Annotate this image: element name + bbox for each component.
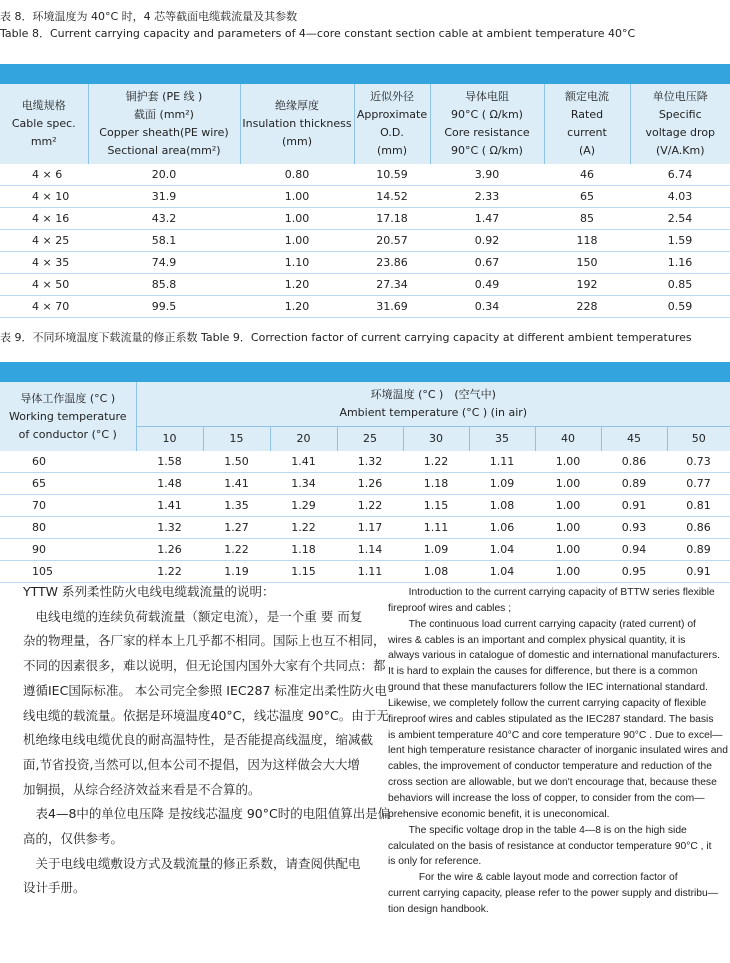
notes-english <box>388 585 728 918</box>
correction-factor-cell: 1.00 <box>535 539 601 561</box>
table8-cell: 1.00 <box>240 208 354 230</box>
header-insulation: 绝缘厚度 Insulation thickness (mm) <box>240 84 354 164</box>
correction-factor-cell: 1.27 <box>203 517 270 539</box>
cable-spec-cell: 4 × 16 <box>0 208 88 230</box>
table8-cell: 74.9 <box>88 252 240 274</box>
correction-factor-cell: 1.00 <box>535 495 601 517</box>
ambient-temp-header: 10 <box>136 427 203 452</box>
ambient-temp-header: 35 <box>469 427 535 452</box>
note-en-line: It is hard to explain the causes for difference, but there is a common <box>388 666 698 678</box>
note-en-line: Introduction to the current carrying capacity of BTTW series flexible <box>388 587 715 598</box>
correction-factor-cell: 1.35 <box>203 495 270 517</box>
table8-cell: 20.57 <box>354 230 430 252</box>
table8-row <box>0 164 730 186</box>
ambient-temp-header: 50 <box>667 427 730 452</box>
notes-chinese <box>23 580 391 901</box>
correction-factor-cell: 1.04 <box>469 539 535 561</box>
table8-row <box>0 274 730 296</box>
correction-factor-cell: 1.09 <box>469 473 535 495</box>
table8-cell: 1.59 <box>630 230 730 252</box>
cable-spec-cell: 4 × 10 <box>0 186 88 208</box>
note-en-line: fireproof wires and cables stipulated as the IEC287 standard. The basis <box>388 713 714 725</box>
header-od: 近似外径 Approximate O.D. (mm) <box>354 84 430 164</box>
cable-spec-cell: 4 × 70 <box>0 296 88 318</box>
table8-cell: 0.92 <box>430 230 544 252</box>
table8-cell: 27.34 <box>354 274 430 296</box>
header-cable-spec: 电缆规格 Cable spec. mm² <box>0 84 88 164</box>
correction-factor-cell: 1.26 <box>337 473 403 495</box>
table8-row <box>0 208 730 230</box>
header-resistance: 导体电阻 90°C ( Ω/km) Core resistance 90°C ( Ω/km) <box>430 84 544 164</box>
correction-factor-cell: 0.95 <box>601 561 667 583</box>
correction-factor-cell: 1.29 <box>270 495 337 517</box>
note-en-line: always various in catalogue of domestic and international manufacturers. <box>388 650 720 662</box>
correction-factor-cell: 0.89 <box>667 539 730 561</box>
note-en-line: tion design handbook. <box>388 903 489 915</box>
note-zh-line: 关于电线电缆敷设方式及载流量的修正系数，请查阅供配电 <box>23 855 361 871</box>
cable-spec-cell: 4 × 25 <box>0 230 88 252</box>
correction-factor-cell: 1.26 <box>136 539 203 561</box>
table8-cell: 228 <box>544 296 630 318</box>
correction-factor-cell: 1.32 <box>136 517 203 539</box>
correction-factor-cell: 1.41 <box>136 495 203 517</box>
table8-cell: 23.86 <box>354 252 430 274</box>
table9-header-row <box>0 382 730 427</box>
table8-cell: 58.1 <box>88 230 240 252</box>
correction-factor-cell: 0.91 <box>667 561 730 583</box>
correction-factor-cell: 1.32 <box>337 451 403 473</box>
note-en-line: behaviors will increase the loss of copper, to consider from the com— <box>388 792 705 804</box>
note-en-line: The continuous load current carrying capacity (rated current) of <box>388 618 696 630</box>
table8-title-bar <box>0 64 730 84</box>
table8-cell: 0.80 <box>240 164 354 186</box>
table8-cell: 0.85 <box>630 274 730 296</box>
table8-row <box>0 230 730 252</box>
correction-factor-cell: 1.17 <box>337 517 403 539</box>
table8-header-row <box>0 84 730 164</box>
table8-cell: 192 <box>544 274 630 296</box>
table9-row <box>0 495 730 517</box>
note-zh-line: 杂的物理量，各厂家的样本上几乎都不相同。国际上也互不相同， <box>23 633 386 649</box>
note-zh-line: 高的，仅供参考。 <box>23 831 124 847</box>
correction-factor-cell: 0.93 <box>601 517 667 539</box>
conductor-temp-cell: 105 <box>0 561 136 583</box>
note-zh-line: 线电缆的载流量。依据是环境温度40°C，线芯温度 90°C。由于无 <box>23 707 389 723</box>
table8-cell: 6.74 <box>630 164 730 186</box>
correction-factor-cell: 1.22 <box>136 561 203 583</box>
note-zh-line: 不同的因素很多，难以说明，但无论国内国外大家有个共同点：都 <box>23 658 386 674</box>
conductor-temp-cell: 80 <box>0 517 136 539</box>
table8-cell: 1.47 <box>430 208 544 230</box>
correction-factor-cell: 1.34 <box>270 473 337 495</box>
correction-factor-cell: 1.22 <box>403 451 469 473</box>
table8-cell: 65 <box>544 186 630 208</box>
correction-factor-cell: 0.89 <box>601 473 667 495</box>
table8-cell: 1.16 <box>630 252 730 274</box>
note-zh-line: 机绝缘电线电缆优良的耐高温特性，是否能提高线温度，缩减截 <box>23 732 374 748</box>
correction-factor-cell: 1.15 <box>270 561 337 583</box>
header-ambient-temp: 环境温度 (°C ) (空气中) Ambient temperature (°C ) (in air) <box>136 382 730 427</box>
correction-factor-cell: 1.11 <box>469 451 535 473</box>
correction-factor-cell: 1.22 <box>337 495 403 517</box>
table8-caption-zh: 表 8．环境温度为 40°C 时，4 芯等截面电缆载流量及其参数 <box>0 10 298 23</box>
conductor-temp-cell: 65 <box>0 473 136 495</box>
table9-row <box>0 539 730 561</box>
correction-factor-cell: 1.00 <box>535 561 601 583</box>
table8-cell: 1.20 <box>240 274 354 296</box>
table8-cell: 31.69 <box>354 296 430 318</box>
table8-cell: 17.18 <box>354 208 430 230</box>
table9-caption: 表 9．不同环境温度下载流量的修正系数 Table 9．Correction factor of current carrying capacity at different ambient temperatures <box>0 331 692 344</box>
table8-cell: 150 <box>544 252 630 274</box>
table8-cell: 118 <box>544 230 630 252</box>
table8-cell: 1.00 <box>240 186 354 208</box>
table8-row <box>0 186 730 208</box>
table8-cell: 46 <box>544 164 630 186</box>
table9-title-bar <box>0 362 730 382</box>
note-en-line: current carrying capacity, please refer to the power supply and distribu— <box>388 888 719 900</box>
note-en-line: prehensive economic benefit, it is uneconomical. <box>388 808 610 820</box>
correction-factor-cell: 1.08 <box>403 561 469 583</box>
correction-factor-cell: 0.77 <box>667 473 730 495</box>
correction-factor-cell: 1.50 <box>203 451 270 473</box>
correction-factor-cell: 1.22 <box>270 517 337 539</box>
table8-cell: 1.10 <box>240 252 354 274</box>
correction-factor-cell: 1.18 <box>270 539 337 561</box>
note-zh-line: 电线电缆的连续负荷载流量（额定电流），是一个重 要 而复 <box>23 608 363 624</box>
correction-factor-cell: 1.11 <box>337 561 403 583</box>
table8-cell: 1.00 <box>240 230 354 252</box>
correction-factor-cell: 0.86 <box>667 517 730 539</box>
correction-factor-cell: 1.08 <box>469 495 535 517</box>
correction-factor-cell: 0.91 <box>601 495 667 517</box>
table8-cell: 31.9 <box>88 186 240 208</box>
note-zh-line: 设计手册。 <box>23 880 86 896</box>
correction-factor-cell: 1.41 <box>270 451 337 473</box>
conductor-temp-cell: 60 <box>0 451 136 473</box>
note-en-line: Likewise, we completely follow the current carrying capacity of flexible <box>388 697 707 709</box>
note-en-line: lent high temperature resistance character of inorganic insulated wires and <box>388 745 728 757</box>
table8-cell: 0.49 <box>430 274 544 296</box>
table8-cell: 85.8 <box>88 274 240 296</box>
note-en-line: is only for reference. <box>388 856 482 868</box>
note-zh-line: 加铜损，从综合经济效益来看是不合算的。 <box>23 781 261 797</box>
correction-factor-cell: 1.18 <box>403 473 469 495</box>
table8-cell: 0.34 <box>430 296 544 318</box>
header-rated-current: 额定电流 Rated current (A) <box>544 84 630 164</box>
note-en-line: cross section are allowable, but we don't encourage that, because these <box>388 777 717 789</box>
correction-factor-cell: 1.15 <box>403 495 469 517</box>
note-en-line: cables, the improvement of conductor temperature and reduction of the <box>388 761 712 773</box>
correction-factor-cell: 0.73 <box>667 451 730 473</box>
table8-cell: 2.54 <box>630 208 730 230</box>
correction-factor-cell: 1.11 <box>403 517 469 539</box>
ambient-temp-header: 30 <box>403 427 469 452</box>
table8-cell: 99.5 <box>88 296 240 318</box>
correction-factor-cell: 0.86 <box>601 451 667 473</box>
table8-caption-en: Table 8．Current carrying capacity and parameters of 4—core constant section cable at ambient temperature 40°C <box>0 27 636 40</box>
conductor-temp-cell: 90 <box>0 539 136 561</box>
note-en-line: fireproof wires and cables ; <box>388 602 512 614</box>
table8-cell: 1.20 <box>240 296 354 318</box>
note-zh-line: 面,节省投资,当然可以,但本公司不提倡，因为这样做会大大增 <box>23 756 360 772</box>
correction-factor-cell: 1.09 <box>403 539 469 561</box>
correction-factor-cell: 1.06 <box>469 517 535 539</box>
header-copper-sheath: 铜护套 (PE 线 ) 截面 (mm²) Copper sheath(PE wire) Sectional area(mm²) <box>88 84 240 164</box>
note-en-line: wires & cables is an important and complex physical quantity, it is <box>388 634 686 646</box>
correction-factor-cell: 1.41 <box>203 473 270 495</box>
ambient-temp-header: 40 <box>535 427 601 452</box>
table9-row <box>0 473 730 495</box>
correction-factor-cell: 1.19 <box>203 561 270 583</box>
correction-factor-cell: 1.00 <box>535 473 601 495</box>
correction-factor-cell: 1.58 <box>136 451 203 473</box>
ambient-temp-header: 20 <box>270 427 337 452</box>
table8-cell: 3.90 <box>430 164 544 186</box>
correction-factor-cell: 0.81 <box>667 495 730 517</box>
correction-factor-cell: 1.00 <box>535 451 601 473</box>
correction-factor-cell: 1.04 <box>469 561 535 583</box>
note-en-line: is ambient temperature 40°C and core temperature 90°C . Due to excel— <box>388 729 723 741</box>
table8-cell: 0.59 <box>630 296 730 318</box>
ambient-temp-header: 45 <box>601 427 667 452</box>
table9 <box>0 382 730 583</box>
table8-cell: 85 <box>544 208 630 230</box>
note-en-line: The specific voltage drop in the table 4—8 is on the high side <box>388 824 687 836</box>
table8-cell: 10.59 <box>354 164 430 186</box>
table8 <box>0 84 730 318</box>
cable-spec-cell: 4 × 6 <box>0 164 88 186</box>
note-zh-line: 遵循IEC国际标准。 本公司完全参照 IEC287 标准定出柔性防火电 <box>23 682 387 698</box>
table8-cell: 0.67 <box>430 252 544 274</box>
table8-row <box>0 252 730 274</box>
conductor-temp-cell: 70 <box>0 495 136 517</box>
note-en-line: ground that these manufacturers follow the IEC international standard. <box>388 682 708 694</box>
table8-cell: 43.2 <box>88 208 240 230</box>
header-voltage-drop: 单位电压降 Specific voltage drop (V/A.Km) <box>630 84 730 164</box>
note-en-line: calculated on the basis of resistance at conductor temperature 90°C , it <box>388 840 712 852</box>
note-en-line: For the wire & cable layout mode and correction factor of <box>388 872 678 884</box>
ambient-temp-header: 15 <box>203 427 270 452</box>
ambient-temp-header: 25 <box>337 427 403 452</box>
note-zh-line: YTTW 系列柔性防火电线电缆载流量的说明： <box>23 584 275 599</box>
correction-factor-cell: 1.48 <box>136 473 203 495</box>
cable-spec-cell: 4 × 50 <box>0 274 88 296</box>
cable-spec-cell: 4 × 35 <box>0 252 88 274</box>
table8-cell: 14.52 <box>354 186 430 208</box>
table8-cell: 4.03 <box>630 186 730 208</box>
correction-factor-cell: 1.22 <box>203 539 270 561</box>
table8-cell: 2.33 <box>430 186 544 208</box>
correction-factor-cell: 0.94 <box>601 539 667 561</box>
correction-factor-cell: 1.14 <box>337 539 403 561</box>
correction-factor-cell: 1.00 <box>535 517 601 539</box>
header-conductor-temp: 导体工作温度 (°C ) Working temperature of conductor (°C ) <box>0 382 136 451</box>
table8-row <box>0 296 730 318</box>
table9-row <box>0 451 730 473</box>
table9-row <box>0 517 730 539</box>
table8-cell: 20.0 <box>88 164 240 186</box>
note-zh-line: 表4—8中的单位电压降 是按线芯温度 90°C时的电阻值算出是偏 <box>23 806 391 822</box>
